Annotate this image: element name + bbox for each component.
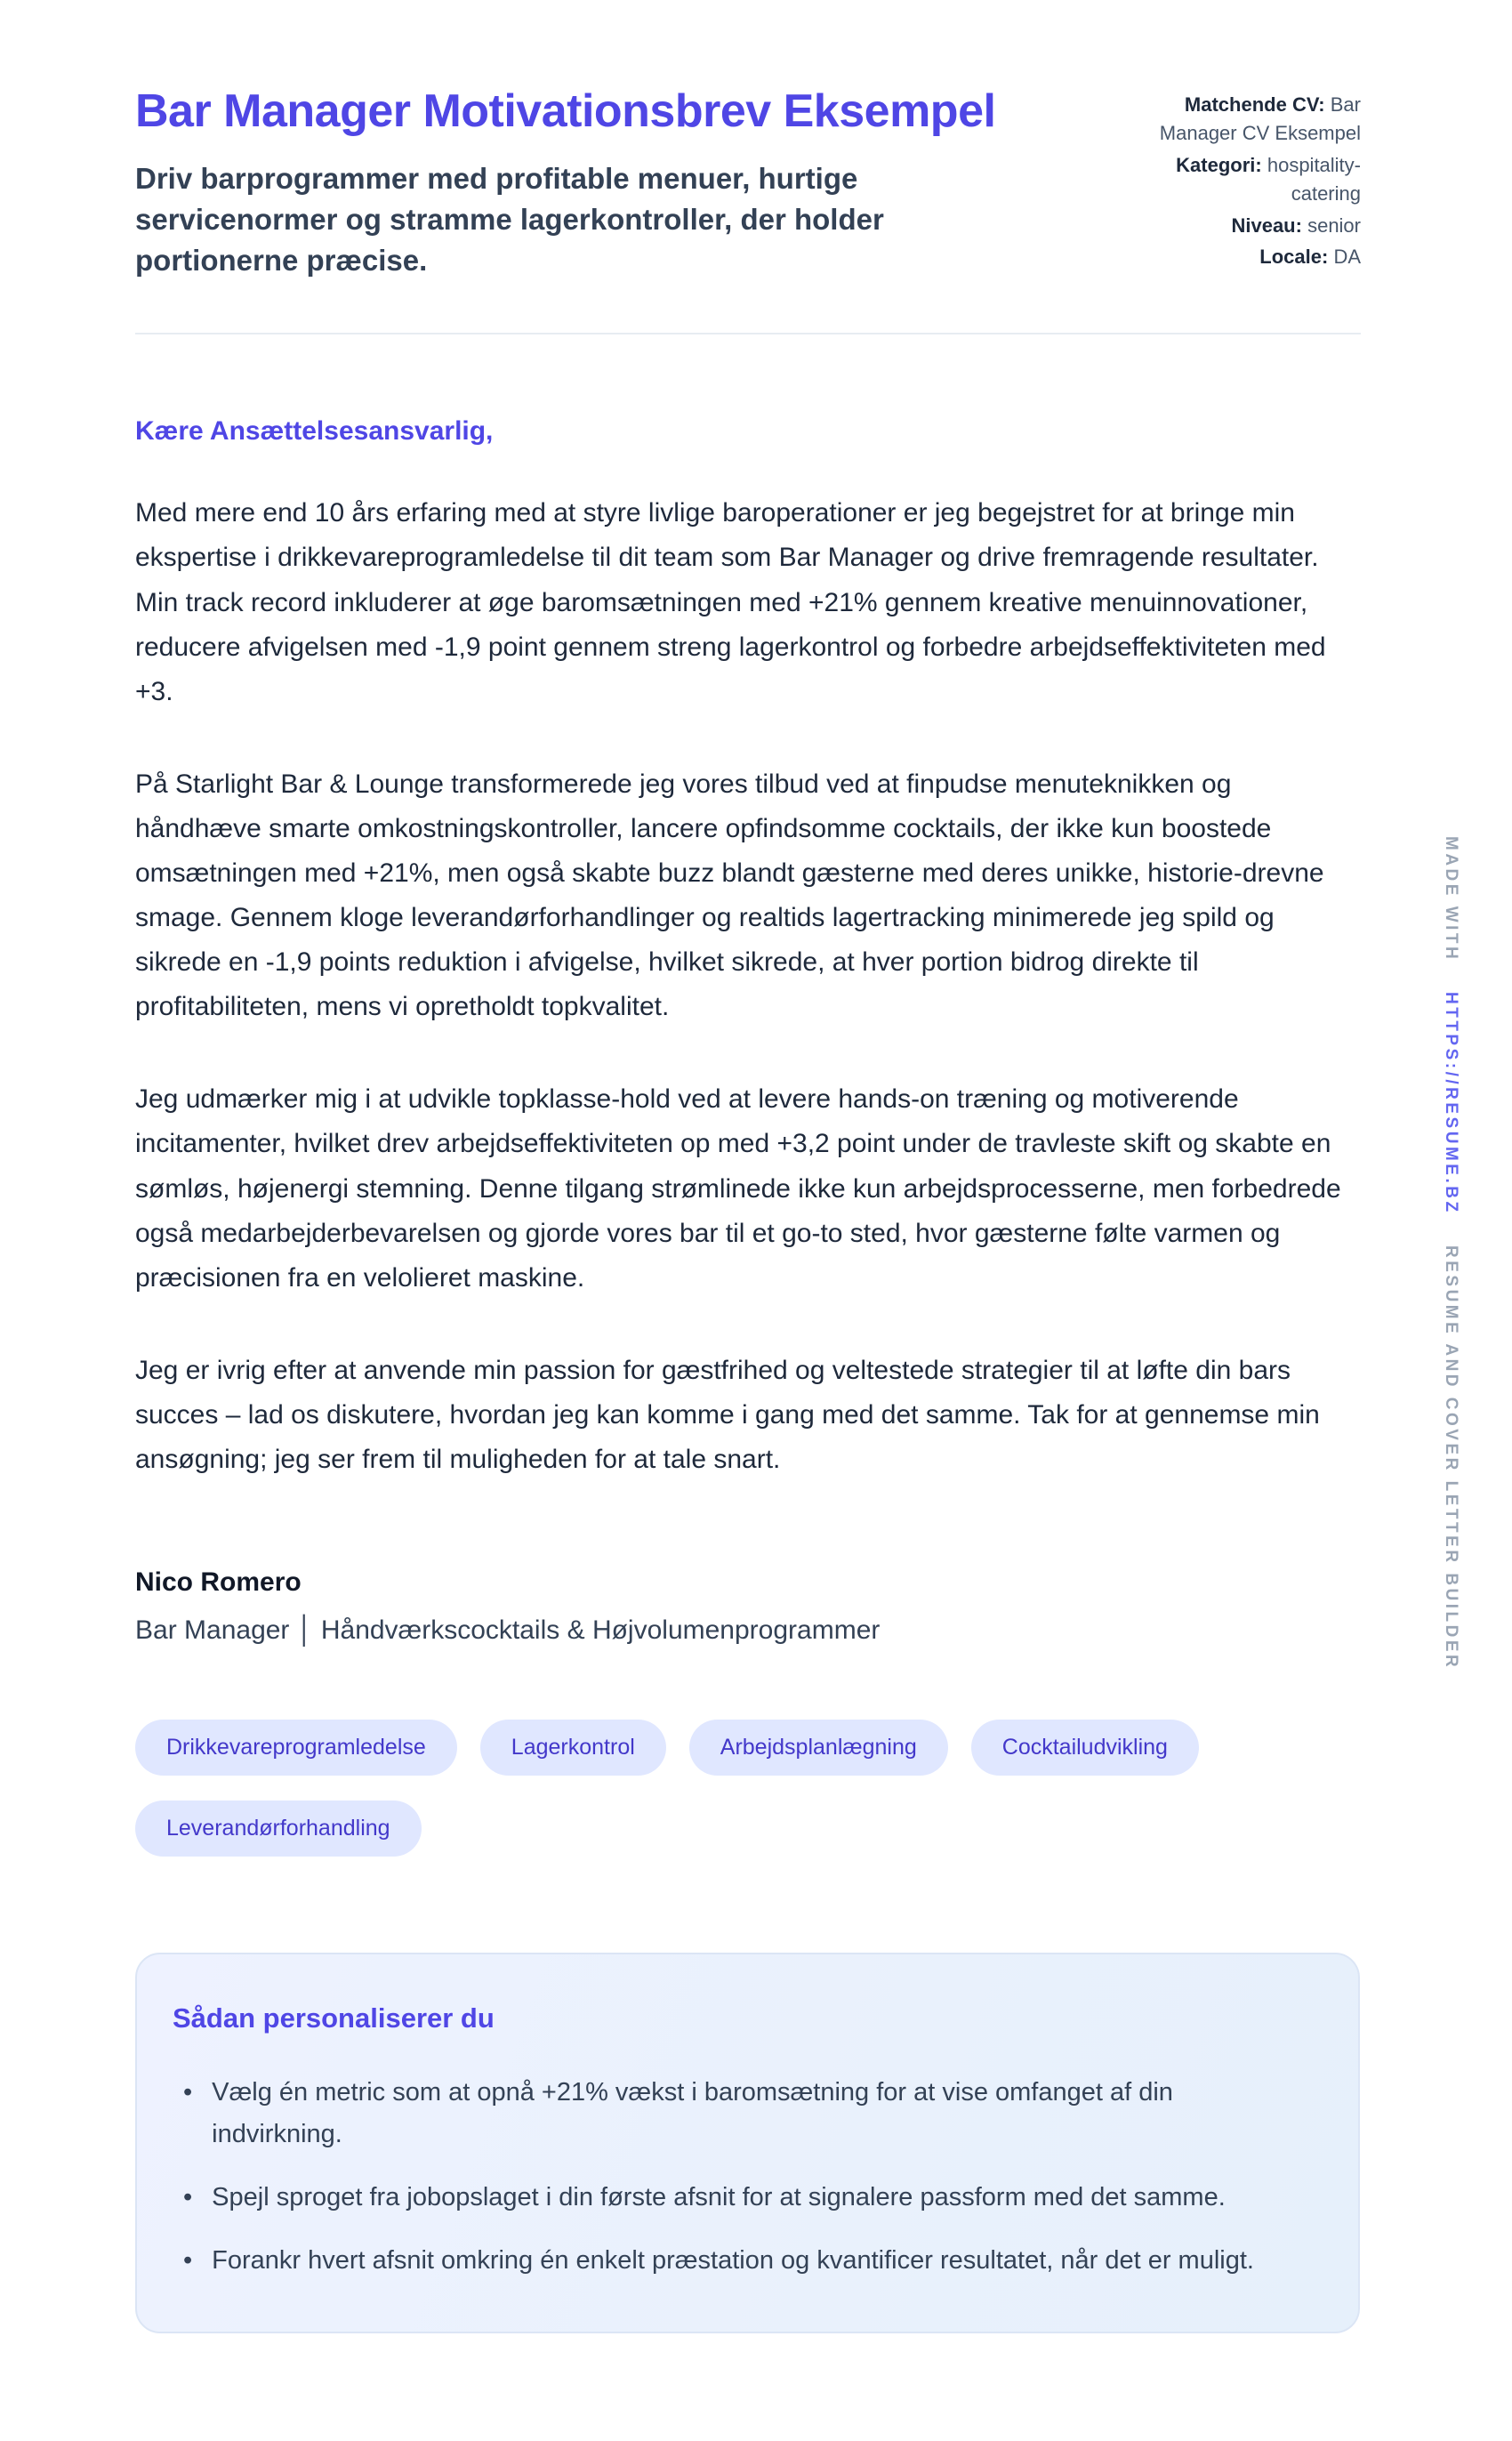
meta-label: Matchende CV: [1184,93,1325,116]
tip-text: • Vælg én metric som at opnå +21% vækst i baromsætning for at vise omfanget af din indvirkning. [212,2078,1173,2149]
watermark-made-with: MADE WITH [1442,836,1460,963]
tip-item [173,2177,1267,2219]
meta-row-locale [1158,243,1361,271]
tag-pill-shift-planning[interactable]: Arbejdsplanlægning [689,1720,948,1776]
watermark [1441,836,1460,1670]
meta-label: Kategori: [1176,153,1262,176]
header-title-block [135,85,1038,281]
tip-item [173,2072,1267,2155]
page-title: Bar Manager Motivationsbrev Eksempel [135,85,996,137]
meta-label: Locale: [1259,246,1329,269]
tip-text: • Forankr hvert afsnit omkring én enkelt præstation og kvantificer resultatet, når det er muligt. [212,2246,1254,2276]
meta-value: senior [1307,213,1361,237]
page-header [135,85,1361,281]
tag-list [135,1720,1361,1857]
tips-card [135,1953,1360,2333]
signature-name: Nico Romero [135,1567,302,1598]
watermark-link[interactable]: HTTPS://RESUME.BZ [1442,992,1460,1215]
meta-row-matching-cv [1158,91,1361,148]
tag-pill-vendor-negotiation[interactable]: Leverandørforhandling [135,1801,422,1857]
letter-paragraph: Med mere end 10 års erfaring med at styre livlige baroperationer er jeg begejstret for at bringe min ekspertise i drikkevareprogramledelse til dit team som Bar Manager og drive fremragende resultater. Min track record inkluderer at øge baromsætningen med +21% gennem kreative menuinnovationer, reducere afvigelsen med -1,9 point gennem streng lagerkontrol og forbedre arbejdseffektiviteten med +3. [135,498,1326,706]
meta-row-level [1158,212,1361,240]
letter-paragraph: Jeg er ivrig efter at anvende min passion for gæstfrihed og veltestede strategier til at løfte din bars succes – lad os diskutere, hvordan jeg kan komme i gang med det samme. Tak for at gennemse min ansøgning; jeg ser frem til muligheden for at tale snart. [135,1355,1320,1475]
tip-item [173,2240,1267,2282]
watermark-tagline: RESUME AND COVER LETTER BUILDER [1442,1245,1460,1671]
signature-role: Bar Manager │ Håndværkscocktails & Højvolumenprogrammer [135,1615,881,1646]
meta-label: Niveau: [1231,213,1302,237]
meta-value: Bar Manager CV Eksempel [1159,93,1361,144]
tip-text: • Spejl sproget fra jobopslaget i din første afsnit for at signalere passform med det samme. [212,2183,1226,2212]
divider [135,333,1361,334]
meta-value: hospitality-catering [1267,153,1361,205]
letter-paragraph: På Starlight Bar & Lounge transformerede jeg vores tilbud ved at finpudse menuteknikken og håndhæve smarte omkostningskontroller, lancere opfindsomme cocktails, der ikke kun boostede omsætningen med +21%, men også skabte buzz blandt gæsterne med deres unikke, historie-drevne smage. Gennem kloge leverandørforhandlinger og realtids lagertracking minimerede jeg spild og sikrede en -1,9 points reduktion i afvigelse, hvilket sikrede, at hver portion bidrog direkte til profitabiliteten, mens vi opretholdt topkvalitet. [135,769,1324,1022]
tag-pill-beverage-program[interactable]: Drikkevareprogramledelse [135,1720,457,1776]
cover-letter [135,416,1361,1650]
meta-value: DA [1333,246,1361,269]
page-subtitle: Driv barprogrammer med profitable menuer, hurtige servicenormer og stramme lagerkontroller, der holder portionerne præcise. [135,161,884,278]
letter-greeting: Kære Ansættelsesansvarlig, [135,416,494,447]
letter-paragraph: Jeg udmærker mig i at udvikle topklasse-hold ved at levere hands-on træning og motiverende incitamenter, hvilket drev arbejdseffektiviteten op med +3,2 point under de travleste skift og skabte en sømløs, højenergi stemning. Denne tilgang strømlinede ikke kun arbejdsprocesserne, men forbedrede også medarbejderbevarelsen og gjorde vores bar til et go-to sted, hvor gæsterne følte varmen og præcisionen fra en velolieret maskine. [135,1084,1341,1293]
tag-pill-inventory-control[interactable]: Lagerkontrol [480,1720,666,1776]
tips-title: Sådan personaliserer du [173,2002,495,2034]
tag-pill-cocktail-development[interactable]: Cocktailudvikling [971,1720,1199,1776]
meta-row-category [1158,151,1361,208]
meta-panel [1158,91,1361,275]
